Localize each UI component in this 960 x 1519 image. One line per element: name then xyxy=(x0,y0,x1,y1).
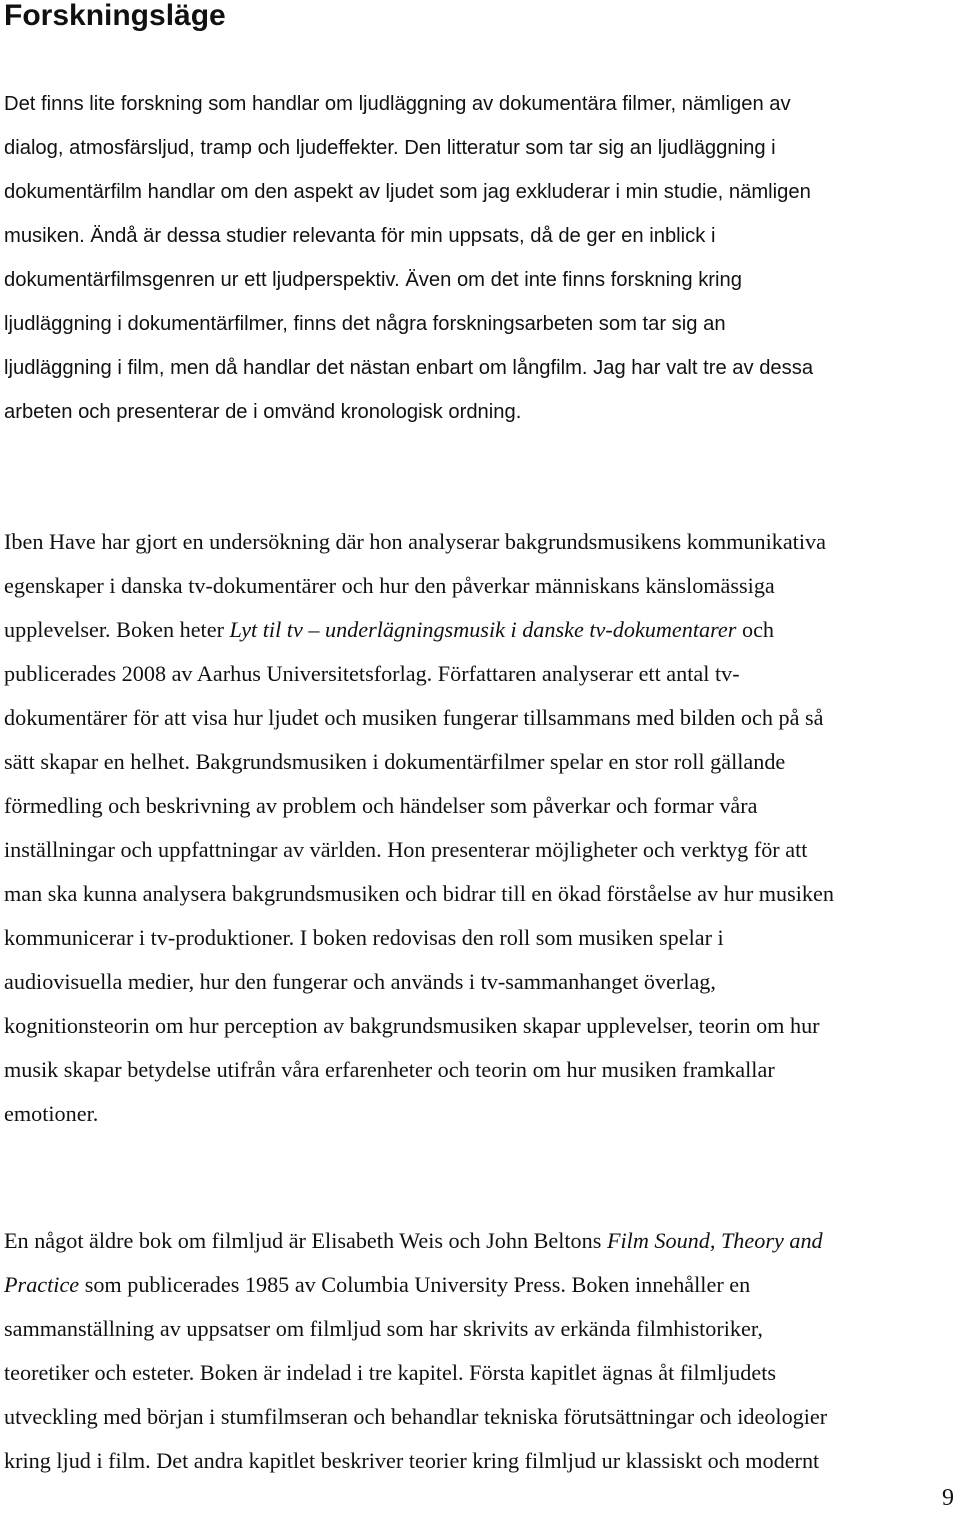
text-line xyxy=(4,784,834,828)
text-run: arbeten och presenterar de i omvänd kronologisk ordning. xyxy=(4,401,522,423)
text-run: inställningar och uppfattningar av världen. Hon presenterar möjligheter och verktyg för att xyxy=(4,837,808,862)
text-line xyxy=(4,608,834,652)
text-line xyxy=(4,1219,827,1263)
paragraph-weis-belton xyxy=(4,1219,827,1483)
text-run: och xyxy=(736,617,775,642)
text-run: egenskaper i danska tv-dokumentärer och hur den påverkar människans känslomässiga xyxy=(4,573,775,598)
text-line xyxy=(4,652,834,696)
text-line xyxy=(4,520,834,564)
book-title: Practice xyxy=(4,1272,80,1297)
text-run: publicerades 2008 av Aarhus Universitetsforlag. Författaren analyserar ett antal tv- xyxy=(4,661,740,686)
text-line xyxy=(4,1307,827,1351)
text-run: dokumentärfilmsgenren ur ett ljudperspektiv. Även om det inte finns forskning kring xyxy=(4,269,742,291)
text-line xyxy=(4,302,813,346)
text-run: upplevelser. Boken heter xyxy=(4,617,230,642)
text-line xyxy=(4,1351,827,1395)
text-line xyxy=(4,916,834,960)
text-run: som publicerades 1985 av Columbia University Press. Boken innehåller en xyxy=(79,1272,751,1297)
book-title: Film Sound, Theory and xyxy=(606,1228,823,1253)
paragraph-iben-have xyxy=(4,520,834,1136)
text-run: utveckling med början i stumfilmseran och behandlar tekniska förutsättningar och ideologier xyxy=(4,1404,828,1429)
text-line xyxy=(4,1439,827,1483)
text-run: musiken. Ändå är dessa studier relevanta för min uppsats, då de ger en inblick i xyxy=(4,225,716,247)
text-run: teoretiker och esteter. Boken är indelad i tre kapitel. Första kapitlet ägnas åt filmljudets xyxy=(4,1360,777,1385)
text-run: ljudläggning i dokumentärfilmer, finns det några forskningsarbeten som tar sig an xyxy=(4,313,726,335)
text-line xyxy=(4,258,813,302)
paragraph-research-overview xyxy=(4,82,813,434)
text-run: dialog, atmosfärsljud, tramp och ljudeffekter. Den litteratur som tar sig an ljudläggning i xyxy=(4,137,776,159)
text-line xyxy=(4,126,813,170)
text-run: emotioner. xyxy=(4,1101,99,1126)
text-line xyxy=(4,1004,834,1048)
text-run: kring ljud i film. Det andra kapitlet beskriver teorier kring filmljud ur klassiskt och modernt xyxy=(4,1448,820,1473)
text-line xyxy=(4,346,813,390)
text-run: dokumentärfilm handlar om den aspekt av ljudet som jag exkluderar i min studie, nämligen xyxy=(4,181,811,203)
text-run: kommunicerar i tv-produktioner. I boken redovisas den roll som musiken spelar i xyxy=(4,925,724,950)
text-run: dokumentärer för att visa hur ljudet och musiken fungerar tillsammans med bilden och på så xyxy=(4,705,824,730)
text-run: audiovisuella medier, hur den fungerar och används i tv-sammanhanget överlag, xyxy=(4,969,716,994)
text-run: sammanställning av uppsatser om filmljud som har skrivits av erkända filmhistoriker, xyxy=(4,1316,763,1341)
text-run: ljudläggning i film, men då handlar det nästan enbart om långfilm. Jag har valt tre av dessa xyxy=(4,357,814,379)
text-line xyxy=(4,1092,834,1136)
book-title: Lyt til tv – underlägningsmusik i danske tv-dokumentarer xyxy=(229,617,737,642)
text-line xyxy=(4,564,834,608)
section-heading: Forskningsläge xyxy=(4,0,226,32)
text-line xyxy=(4,214,813,258)
text-line xyxy=(4,170,813,214)
text-line xyxy=(4,82,813,126)
text-run: Iben Have har gjort en undersökning där hon analyserar bakgrundsmusikens kommunikativa xyxy=(4,529,826,554)
text-run: sätt skapar en helhet. Bakgrundsmusiken i dokumentärfilmer spelar en stor roll gällande xyxy=(4,749,786,774)
text-run: kognitionsteorin om hur perception av bakgrundsmusiken skapar upplevelser, teorin om hur xyxy=(4,1013,820,1038)
text-line xyxy=(4,696,834,740)
text-line xyxy=(4,1263,827,1307)
text-line xyxy=(4,828,834,872)
text-run: Det finns lite forskning som handlar om ljudläggning av dokumentära filmer, nämligen av xyxy=(4,93,791,115)
text-line xyxy=(4,1048,834,1092)
text-line xyxy=(4,960,834,1004)
text-line xyxy=(4,1395,827,1439)
page-number: 9 xyxy=(942,1485,954,1511)
text-line xyxy=(4,872,834,916)
text-run: En något äldre bok om filmljud är Elisabeth Weis och John Beltons xyxy=(4,1228,607,1253)
text-run: förmedling och beskrivning av problem och händelser som påverkar och formar våra xyxy=(4,793,758,818)
text-run: man ska kunna analysera bakgrundsmusiken och bidrar till en ökad förståelse av hur musiken xyxy=(4,881,834,906)
text-run: musik skapar betydelse utifrån våra erfarenheter och teorin om hur musiken framkallar xyxy=(4,1057,775,1082)
text-line xyxy=(4,740,834,784)
text-line xyxy=(4,390,813,434)
